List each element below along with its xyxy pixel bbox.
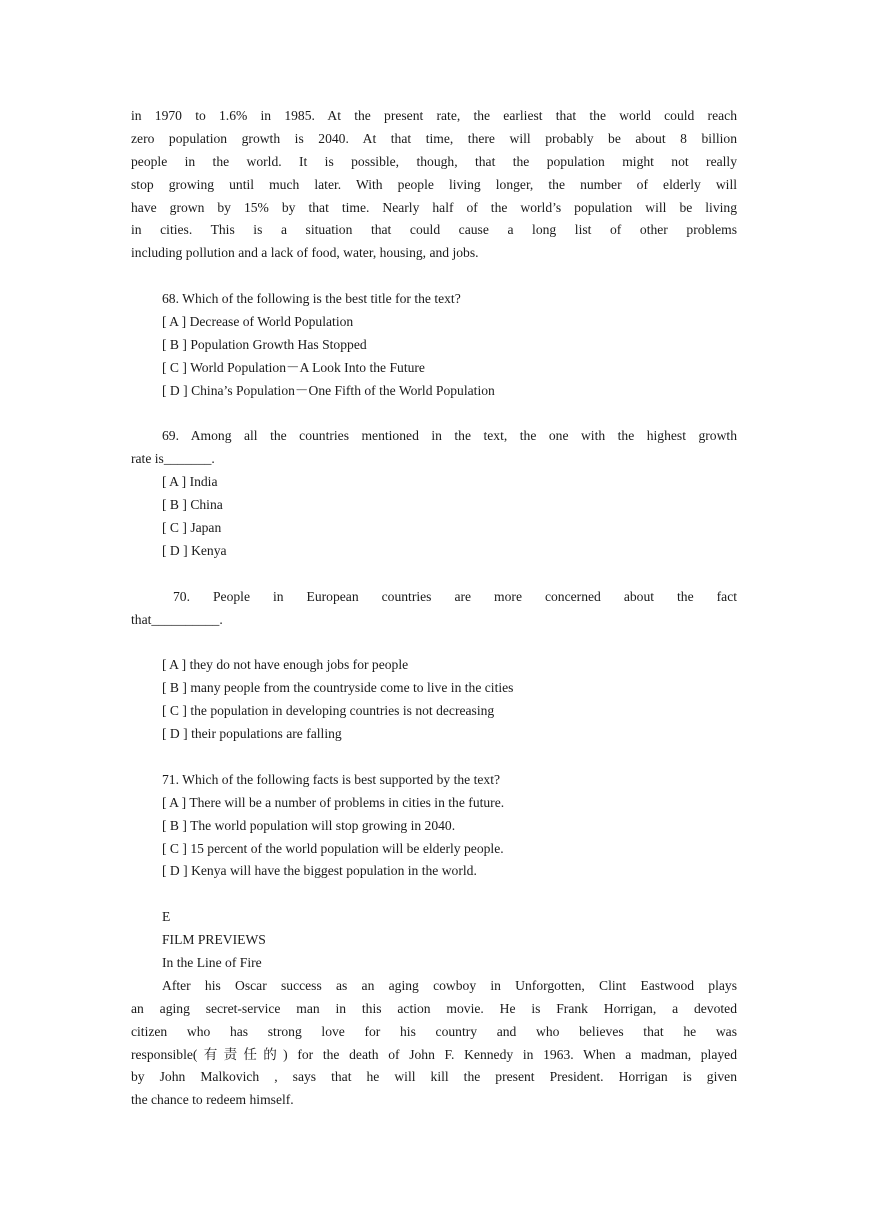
answer-option: [ C ] the population in developing countries is not decreasing [162,703,495,719]
question-68 [131,288,737,402]
answer-option: [ D ] their populations are falling [162,726,342,742]
answer-option: [ B ] Population Growth Has Stopped [162,336,367,352]
section-heading: FILM PREVIEWS [162,932,266,948]
text-line: the chance to redeem himself. [131,1092,294,1108]
answer-option: [ C ] World Population－A Look Into the Future [162,359,425,375]
answer-option: [ A ] they do not have enough jobs for people [162,657,409,673]
question-stem-continued: that__________. [131,611,223,627]
film-title: In the Line of Fire [162,954,262,970]
text-line: by John Malkovich , says that he will kill the present President. Horrigan is given [131,1069,737,1085]
question-stem: 68. Which of the following is the best title for the text? [162,291,461,307]
text-line: including pollution and a lack of food, water, housing, and jobs. [131,245,479,261]
text-line: After his Oscar success as an aging cowboy in Unforgotten, Clint Eastwood plays [162,977,737,993]
answer-option: [ A ] India [162,474,218,490]
answer-option: [ D ] China’s Population－One Fifth of the World Population [162,382,495,398]
answer-option: [ B ] many people from the countryside come to live in the cities [162,680,514,696]
document-page [131,105,737,1112]
text-line: responsible(有责任的) for the death of John F. Kennedy in 1963. When a madman, played [131,1046,737,1062]
question-stem: 71. Which of the following facts is best supported by the text? [162,771,501,787]
answer-option: [ D ] Kenya [162,542,227,558]
answer-option: [ B ] The world population will stop growing in 2040. [162,817,456,833]
text-line: an aging secret-service man in this action movie. He is Frank Horrigan, a devoted [131,1000,737,1016]
answer-option: [ C ] Japan [162,520,222,536]
text-line: in 1970 to 1.6% in 1985. At the present rate, the earliest that the world could reach [131,108,737,123]
question-71 [131,769,737,883]
text-line: people in the world. It is possible, though, that the population might not really [131,153,737,169]
answer-option: [ A ] Decrease of World Population [162,314,354,330]
answer-option: [ D ] Kenya will have the biggest population in the world. [162,863,477,879]
answer-option: [ C ] 15 percent of the world population will be elderly people. [162,840,504,856]
section-letter: E [162,909,171,925]
answer-option: [ B ] China [162,497,223,513]
text-line: have grown by 15% by that time. Nearly half of the world’s population will be living [131,199,737,215]
question-70 [131,586,737,746]
section-e [131,906,737,1112]
film-paragraph [131,975,737,1112]
question-69 [131,425,737,562]
text-line: citizen who has strong love for his country and who believes that he was [131,1023,737,1039]
intro-paragraph [131,105,737,265]
answer-option: [ A ] There will be a number of problems in cities in the future. [162,794,505,810]
question-stem: 70. People in European countries are more concerned about the fact [173,588,737,604]
text-line: stop growing until much later. With people living longer, the number of elderly will [131,176,737,192]
question-stem-continued: rate is_______. [131,451,215,467]
text-line: in cities. This is a situation that could cause a long list of other problems [131,222,737,238]
text-line: zero population growth is 2040. At that time, there will probably be about 8 billion [131,130,737,146]
question-stem: 69. Among all the countries mentioned in the text, the one with the highest growth [162,428,737,444]
